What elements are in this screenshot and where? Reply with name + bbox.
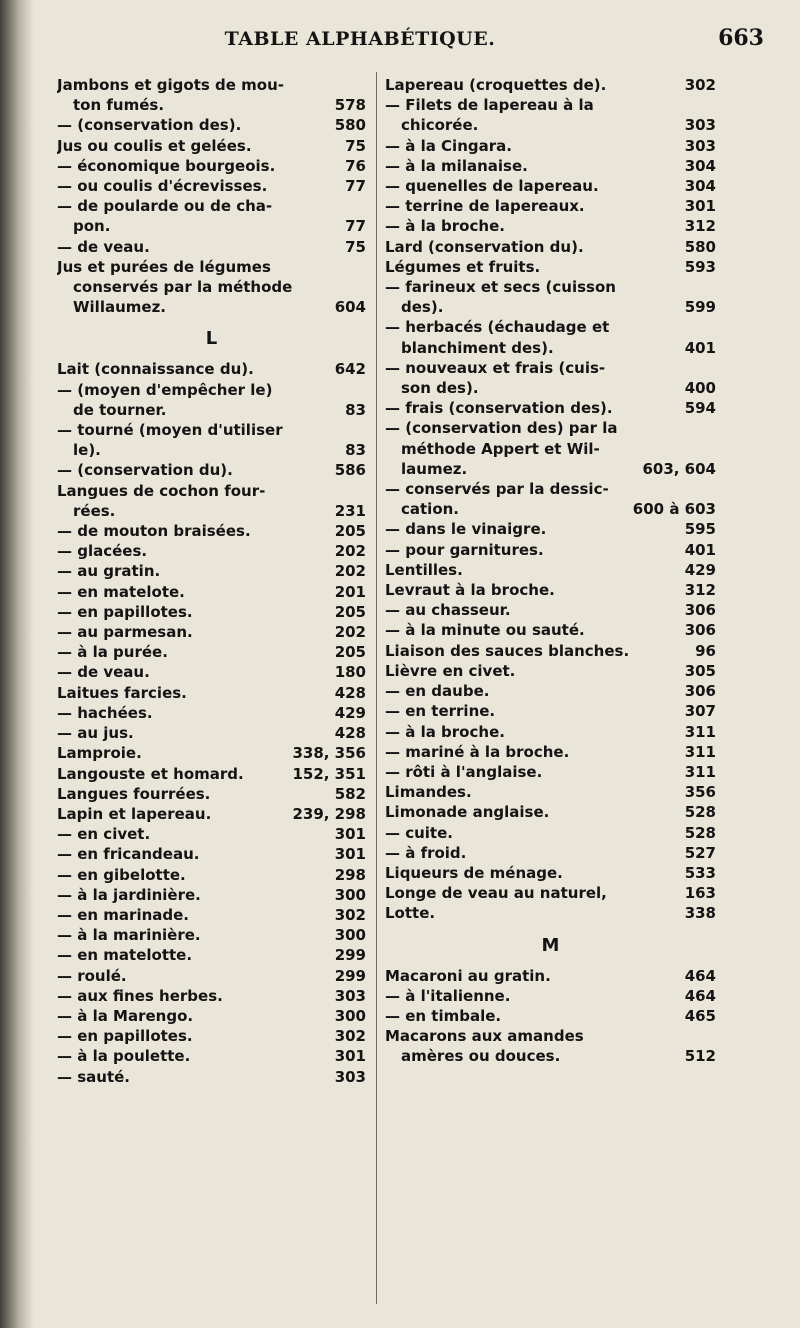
- index-entry: [385, 681, 716, 701]
- entry-text: Macaroni au gratin.: [385, 966, 551, 985]
- index-entry: [385, 156, 716, 176]
- entry-page-number: 428: [334, 724, 366, 743]
- entry-text: — hachées.: [57, 703, 153, 722]
- entry-page-number: 299: [334, 966, 366, 985]
- entry-page-number: 642: [334, 360, 366, 379]
- entry-page-number: 96: [695, 641, 716, 660]
- entry-page-number: 202: [334, 623, 366, 642]
- entry-page-number: 428: [334, 683, 366, 702]
- entry-text: — Filets de lapereau à la: [385, 96, 594, 115]
- entry-page-number: 312: [684, 581, 716, 600]
- index-entry: [385, 216, 716, 236]
- entry-text: Lait (connaissance du).: [57, 360, 254, 379]
- entry-text: — sauté.: [57, 1067, 130, 1086]
- entry-text: — farineux et secs (cuisson: [385, 278, 616, 297]
- index-entry: [57, 683, 366, 703]
- entry-page-number: 239, 298: [292, 804, 366, 823]
- entry-page-number: 303: [684, 116, 716, 135]
- entry-text: — terrine de lapereaux.: [385, 197, 585, 216]
- entry-page-number: 338, 356: [292, 744, 366, 763]
- entry-page-number: 429: [684, 560, 716, 579]
- entry-text: Liqueurs de ménage.: [385, 863, 563, 882]
- index-entry: [385, 75, 716, 95]
- entry-page-number: 429: [334, 703, 366, 722]
- entry-page-number: 593: [684, 257, 716, 276]
- index-entry: [385, 802, 716, 822]
- index-entry: [385, 782, 716, 802]
- entry-page-number: 298: [334, 865, 366, 884]
- entry-text: — à la marinière.: [57, 926, 201, 945]
- entry-text: — à la jardinière.: [57, 885, 201, 904]
- index-entry: [57, 561, 366, 581]
- entry-text: Lard (conservation du).: [385, 237, 584, 256]
- section-letter: M: [541, 934, 560, 956]
- entry-page-number: 205: [334, 643, 366, 662]
- index-entry: [57, 501, 366, 521]
- entry-text: Langues fourrées.: [57, 784, 211, 803]
- index-entry: [57, 865, 366, 885]
- column-divider: [376, 72, 377, 1304]
- entry-page-number: 401: [684, 540, 716, 559]
- entry-page-number: 303: [684, 136, 716, 155]
- entry-page-number: 307: [684, 702, 716, 721]
- index-entry: [385, 338, 716, 358]
- index-entry: [57, 460, 366, 480]
- entry-page-number: 600 à 603: [632, 500, 716, 519]
- index-entry: [57, 400, 366, 420]
- entry-text: — glacées.: [57, 542, 148, 561]
- index-entry: [57, 1046, 366, 1066]
- entry-page-number: 75: [345, 237, 366, 256]
- index-entry: [57, 521, 366, 541]
- entry-text: ton fumés.: [73, 96, 165, 115]
- entry-page-number: 303: [334, 986, 366, 1005]
- index-entry: [385, 176, 716, 196]
- entry-page-number: 311: [684, 722, 716, 741]
- entry-text: — conservés par la dessic-: [385, 480, 609, 499]
- entry-text: — à la minute ou sauté.: [385, 621, 585, 640]
- entry-text: Lièvre en civet.: [385, 661, 516, 680]
- entry-text: — mariné à la broche.: [385, 742, 570, 761]
- index-entry: [57, 703, 366, 723]
- index-entry: [385, 620, 716, 640]
- index-entry: [385, 257, 716, 277]
- entry-page-number: 301: [334, 1047, 366, 1066]
- entry-page-number: 300: [334, 926, 366, 945]
- entry-page-number: 301: [684, 197, 716, 216]
- index-entry: [57, 297, 366, 317]
- entry-text: son des).: [401, 379, 479, 398]
- entry-page-number: 152, 351: [292, 764, 366, 783]
- entry-page-number: 76: [345, 156, 366, 175]
- index-entry: [385, 418, 716, 438]
- entry-text: — en matelote.: [57, 582, 185, 601]
- index-entry: [385, 903, 716, 923]
- entry-text: — en daube.: [385, 682, 490, 701]
- index-entry: [385, 661, 716, 681]
- index-entry: [385, 560, 716, 580]
- index-entry: [57, 925, 366, 945]
- entry-text: Lamproie.: [57, 744, 142, 763]
- index-entry: [57, 216, 366, 236]
- entry-text: Levraut à la broche.: [385, 581, 555, 600]
- entry-text: — à la poulette.: [57, 1047, 191, 1066]
- entry-text: Lapin et lapereau.: [57, 804, 212, 823]
- entry-page-number: 300: [334, 885, 366, 904]
- entry-page-number: 180: [334, 663, 366, 682]
- entry-page-number: 83: [345, 400, 366, 419]
- page-header: [40, 25, 764, 62]
- entry-text: — à la purée.: [57, 643, 168, 662]
- entry-page-number: 306: [684, 682, 716, 701]
- entry-text: — nouveaux et frais (cuis-: [385, 358, 606, 377]
- index-entry: [385, 843, 716, 863]
- entry-text: — roulé.: [57, 966, 127, 985]
- entry-page-number: 202: [334, 542, 366, 561]
- entry-text: — à la Cingara.: [385, 136, 512, 155]
- entry-text: amères ou douces.: [401, 1047, 561, 1066]
- index-entry: [57, 156, 366, 176]
- entry-text: — de mouton braisées.: [57, 522, 251, 541]
- entry-text: — ou coulis d'écrevisses.: [57, 177, 268, 196]
- index-entry: [385, 883, 716, 903]
- index-entry: [57, 966, 366, 986]
- entry-page-number: 580: [684, 237, 716, 256]
- entry-page-number: 533: [684, 863, 716, 882]
- entry-text: — (conservation des) par la: [385, 419, 618, 438]
- index-entry: [57, 1067, 366, 1087]
- index-entry: [57, 136, 366, 156]
- entry-text: — en gibelotte.: [57, 865, 186, 884]
- entry-text: — en timbale.: [385, 1006, 502, 1025]
- index-entry: [385, 722, 716, 742]
- entry-text: pon.: [73, 217, 111, 236]
- entry-page-number: 595: [684, 520, 716, 539]
- index-entry: [385, 966, 716, 986]
- entry-text: — au parmesan.: [57, 623, 193, 642]
- index-entry: [57, 75, 366, 95]
- entry-page-number: 603, 604: [642, 459, 716, 478]
- index-entry: [385, 641, 716, 661]
- index-entry: [57, 380, 366, 400]
- index-entry: [385, 398, 716, 418]
- index-entry: [57, 359, 366, 379]
- index-entry: [57, 541, 366, 561]
- index-entry: [385, 1006, 716, 1026]
- entry-page-number: 77: [345, 177, 366, 196]
- entry-page-number: 401: [684, 338, 716, 357]
- entry-text: — (conservation des).: [57, 116, 242, 135]
- entry-page-number: 302: [684, 76, 716, 94]
- entry-page-number: 400: [684, 379, 716, 398]
- entry-page-number: 578: [334, 96, 366, 115]
- index-entry: [57, 784, 366, 804]
- index-entry: [385, 378, 716, 398]
- entry-text: — à la broche.: [385, 722, 505, 741]
- entry-text: — (moyen d'empêcher le): [57, 380, 273, 399]
- index-entry: [57, 440, 366, 460]
- entry-text: — en marinade.: [57, 905, 189, 924]
- index-entry: [57, 824, 366, 844]
- entry-text: des).: [401, 298, 444, 317]
- index-entry: [57, 986, 366, 1006]
- entry-text: — en matelotte.: [57, 946, 193, 965]
- entry-text: — à la broche.: [385, 217, 505, 236]
- index-column-left: [57, 75, 366, 1087]
- entry-text: — (conservation du).: [57, 461, 233, 480]
- entry-page-number: 300: [334, 1006, 366, 1025]
- entry-text: Limonade anglaise.: [385, 803, 550, 822]
- entry-page-number: 301: [334, 825, 366, 844]
- entry-page-number: 306: [684, 601, 716, 620]
- entry-page-number: 306: [684, 621, 716, 640]
- entry-text: Laitues farcies.: [57, 683, 187, 702]
- entry-text: — herbacés (échaudage et: [385, 318, 610, 337]
- running-title: TABLE ALPHABÉTIQUE.: [224, 28, 496, 50]
- index-entry: [57, 277, 366, 297]
- index-entry: [385, 519, 716, 539]
- entry-text: Langues de cochon four-: [57, 481, 266, 500]
- index-entry: [57, 582, 366, 602]
- index-entry: [385, 196, 716, 216]
- index-column-right: [385, 75, 716, 1067]
- entry-text: — à l'italienne.: [385, 986, 511, 1005]
- index-entry: [57, 804, 366, 824]
- index-entry: [57, 1026, 366, 1046]
- entry-page-number: 512: [684, 1047, 716, 1066]
- index-entry: [385, 358, 716, 378]
- entry-text: Lapereau (croquettes de).: [385, 76, 607, 94]
- entry-page-number: 205: [334, 522, 366, 541]
- index-entry: [57, 115, 366, 135]
- entry-page-number: 604: [334, 298, 366, 317]
- index-entry: [385, 701, 716, 721]
- index-entry: [385, 459, 716, 479]
- entry-text: — en papillotes.: [57, 1027, 193, 1046]
- index-entry: [57, 885, 366, 905]
- entry-text: — au jus.: [57, 724, 134, 743]
- entry-text: Légumes et fruits.: [385, 257, 541, 276]
- entry-page-number: 465: [684, 1006, 716, 1025]
- entry-text: Willaumez.: [73, 298, 167, 317]
- entry-text: blanchiment des).: [401, 338, 554, 357]
- index-entry: [57, 764, 366, 784]
- index-entry: [385, 297, 716, 317]
- entry-page-number: 302: [334, 1027, 366, 1046]
- entry-text: — de veau.: [57, 663, 150, 682]
- entry-page-number: 582: [334, 784, 366, 803]
- entry-page-number: 305: [684, 661, 716, 680]
- index-entry: [385, 1046, 716, 1066]
- index-entry: [385, 439, 716, 459]
- index-entry: [57, 481, 366, 501]
- index-entry: [385, 499, 716, 519]
- index-entry: [385, 115, 716, 135]
- entry-text: — cuite.: [385, 823, 453, 842]
- entry-text: Longe de veau au naturel,: [385, 884, 607, 903]
- entry-text: — frais (conservation des).: [385, 399, 613, 418]
- entry-text: — au gratin.: [57, 562, 161, 581]
- entry-page-number: 338: [684, 904, 716, 923]
- entry-page-number: 599: [684, 298, 716, 317]
- entry-text: — tourné (moyen d'utiliser: [57, 421, 283, 440]
- entry-page-number: 75: [345, 136, 366, 155]
- index-entry: [57, 95, 366, 115]
- index-entry: [57, 743, 366, 763]
- index-entry: [385, 823, 716, 843]
- index-entry: [385, 317, 716, 337]
- entry-page-number: 202: [334, 562, 366, 581]
- entry-text: — dans le vinaigre.: [385, 520, 547, 539]
- entry-text: — de veau.: [57, 237, 150, 256]
- index-entry: [385, 237, 716, 257]
- entry-text: — à la milanaise.: [385, 156, 528, 175]
- entry-page-number: 594: [684, 399, 716, 418]
- entry-page-number: 201: [334, 582, 366, 601]
- index-entry: [57, 1006, 366, 1026]
- entry-text: conservés par la méthode: [73, 278, 293, 297]
- index-entry: [385, 95, 716, 115]
- entry-page-number: 527: [684, 843, 716, 862]
- index-entry: [57, 905, 366, 925]
- entry-text: Lentilles.: [385, 560, 463, 579]
- index-entry: [385, 580, 716, 600]
- entry-page-number: 231: [334, 501, 366, 520]
- entry-text: — en papillotes.: [57, 602, 193, 621]
- section-letter: L: [205, 328, 218, 350]
- entry-text: Jus et purées de légumes: [57, 257, 271, 276]
- entry-page-number: 83: [345, 441, 366, 460]
- index-entry: [57, 662, 366, 682]
- index-entry: [57, 622, 366, 642]
- entry-page-number: 301: [334, 845, 366, 864]
- entry-text: — pour garnitures.: [385, 540, 544, 559]
- entry-text: Liaison des sauces blanches.: [385, 641, 630, 660]
- entry-page-number: 580: [334, 116, 366, 135]
- entry-text: Langouste et homard.: [57, 764, 244, 783]
- index-entry: [57, 844, 366, 864]
- index-entry: [57, 602, 366, 622]
- entry-text: de tourner.: [73, 400, 167, 419]
- index-entry: [385, 277, 716, 297]
- index-entry: [385, 986, 716, 1006]
- index-entry: [57, 196, 366, 216]
- index-entry: [385, 1026, 716, 1046]
- index-entry: [57, 176, 366, 196]
- index-entry: [385, 600, 716, 620]
- entry-text: cation.: [401, 500, 460, 519]
- entry-page-number: 163: [684, 884, 716, 903]
- entry-page-number: 312: [684, 217, 716, 236]
- entry-text: — de poularde ou de cha-: [57, 197, 273, 216]
- entry-page-number: 311: [684, 762, 716, 781]
- entry-page-number: 77: [345, 217, 366, 236]
- index-entry: [385, 863, 716, 883]
- entry-text: — à froid.: [385, 843, 467, 862]
- entry-page-number: 304: [684, 177, 716, 196]
- index-entry: [57, 257, 366, 277]
- entry-text: — au chasseur.: [385, 601, 511, 620]
- entry-page-number: 302: [334, 905, 366, 924]
- entry-page-number: 586: [334, 461, 366, 480]
- entry-text: Lotte.: [385, 904, 436, 923]
- entry-page-number: 356: [684, 783, 716, 802]
- entry-text: le).: [73, 441, 101, 460]
- entry-text: méthode Appert et Wil-: [401, 439, 600, 458]
- entry-text: — en civet.: [57, 825, 151, 844]
- index-entry: [57, 420, 366, 440]
- index-entry: [57, 723, 366, 743]
- index-entry: [385, 136, 716, 156]
- entry-page-number: 205: [334, 602, 366, 621]
- page-number: 663: [718, 25, 764, 51]
- entry-text: Limandes.: [385, 783, 472, 802]
- index-entry: [385, 742, 716, 762]
- page-binding-shadow: [0, 0, 34, 1328]
- entry-text: — à la Marengo.: [57, 1006, 194, 1025]
- index-entry: [385, 762, 716, 782]
- entry-text: — quenelles de lapereau.: [385, 177, 599, 196]
- index-entry: [57, 945, 366, 965]
- entry-text: chicorée.: [401, 116, 479, 135]
- entry-text: laumez.: [401, 459, 468, 478]
- entry-text: — aux fines herbes.: [57, 986, 223, 1005]
- index-entry: [385, 479, 716, 499]
- entry-page-number: 311: [684, 742, 716, 761]
- entry-page-number: 528: [684, 823, 716, 842]
- entry-page-number: 303: [334, 1067, 366, 1086]
- entry-text: rées.: [73, 501, 116, 520]
- entry-page-number: 464: [684, 986, 716, 1005]
- entry-text: Jus ou coulis et gelées.: [57, 136, 252, 155]
- entry-page-number: 299: [334, 946, 366, 965]
- entry-page-number: 464: [684, 966, 716, 985]
- entry-text: — en fricandeau.: [57, 845, 200, 864]
- index-entry: [57, 237, 366, 257]
- entry-page-number: 304: [684, 156, 716, 175]
- index-entry: [385, 540, 716, 560]
- entry-page-number: 528: [684, 803, 716, 822]
- entry-text: Macarons aux amandes: [385, 1027, 584, 1046]
- entry-text: — économique bourgeois.: [57, 156, 276, 175]
- entry-text: Jambons et gigots de mou-: [57, 76, 284, 94]
- index-entry: [57, 642, 366, 662]
- entry-text: — rôti à l'anglaise.: [385, 762, 543, 781]
- entry-text: — en terrine.: [385, 702, 496, 721]
